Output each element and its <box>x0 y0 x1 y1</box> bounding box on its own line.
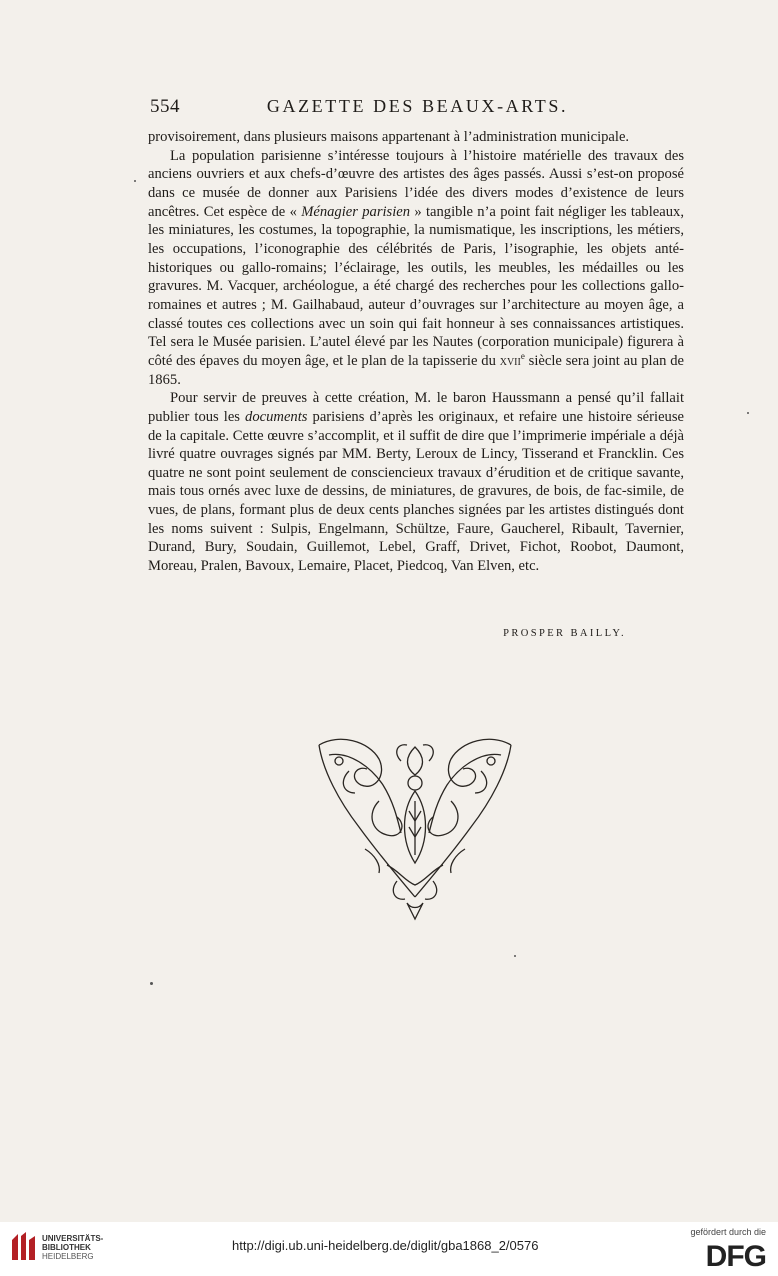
dfg-logo: DFG <box>705 1240 766 1273</box>
text-run: siècle sera joint au plan de 1865. <box>148 352 684 388</box>
scan-speck <box>514 955 516 957</box>
paragraph <box>148 389 684 576</box>
running-title: GAZETTE DES BEAUX-ARTS. <box>266 96 569 116</box>
text-run: Pour servir de preuves à cette création, M. le baron Haussmann a pensé qu’il fallait publier tous les <box>148 390 684 425</box>
italic-term: Ménagier parisien <box>301 203 411 220</box>
author-signature: PROSPER BAILLY. <box>503 628 626 639</box>
scan-speck <box>747 412 749 414</box>
university-seal-icon <box>8 1230 38 1264</box>
text-run: La population parisienne s’intéresse toujours à l’histoire matérielle des travaux des anciens ouvriers et aux chefs-d’œuvre des artistes des âges passés. Aussi s’est-on proposé dans ce musée de donner aux Parisiens l’idée des divers modes d’existence de leurs ancêtres. Cet espèce de « <box>148 147 684 220</box>
text-run: xvii <box>499 352 521 369</box>
library-line: BIBLIOTHEK <box>42 1243 91 1252</box>
text-run: e <box>520 351 525 362</box>
text-run: » tangible n’a point fait négliger les tableaux, les miniatures, les costumes, la topographie, la numismatique, les inscriptions, les métiers, les occupations, l’iconographie des célébrités de Paris, l’isographie, les objets anté-historiques ou gallo-romains; l’éclairage, les outils, les meubles, les médailles ou les gravures. M. Vacquer, archéologue, a été chargé des recherches pour les collections gallo-romaines et autres ; M. Gailhabaud, auteur d’ouvrages sur l’architecture au moyen âge, a classé toutes ces collections avec un soin qui fait honneur à ses connaissances artistiques. Tel sera le Musée parisien. L’autel élevé par les Nautes (corporation municipale) figurera à côté des épaves du moyen âge, et le plan de la tapisserie du <box>148 203 684 369</box>
permalink[interactable]: http://digi.ub.uni-heidelberg.de/diglit/gba1868_2/0576 <box>232 1238 539 1253</box>
paragraph <box>148 128 684 147</box>
text-run: parisiens d’après les originaux, et refaire une histoire sérieuse de la capitale. Cette œuvre s’accomplit, et il suffit de dire que l’imprimerie impériale a déjà livré quatre ouvrages signés par MM. Berty, Leroux de Lincy, Tisserand et Francklin. Ces quatre ne sont point seulement de consciencieux travaux d’érudition et de critique savante, mais tous ornés avec luxe de dessins, de miniatures, de gravures, de bois, de fac-simile, de vues, de plans, formant plus de deux cents planches signées par les artistes distingués dont les noms suivent : Sulpis, Engelmann, Schültze, Faure, Gaucherel, Ribault, Tavernier, Durand, Bury, Soudain, Guillemot, Lebel, Graff, Drivet, Fichot, Roobot, Daumont, Moreau, Pralen, Bavoux, Lemaire, Placet, Piedcoq, Van Elven, etc. <box>148 408 684 575</box>
sponsor-caption: gefördert durch die <box>690 1227 766 1237</box>
digitization-footer <box>0 1222 778 1276</box>
page-number: 554 <box>150 96 180 117</box>
scan-speck <box>134 180 136 182</box>
library-line: UNIVERSITÄTS- <box>42 1234 104 1243</box>
text-run: provisoirement, dans plusieurs maisons appartenant à l’administration municipale. <box>148 129 630 145</box>
scan-speck <box>150 982 153 985</box>
library-name <box>42 1234 103 1261</box>
page-header <box>150 96 685 122</box>
article-body <box>148 128 684 576</box>
italic-term: documents <box>245 408 308 425</box>
paragraph <box>148 147 684 390</box>
library-line: HEIDELBERG <box>42 1252 94 1261</box>
floral-ornament-icon <box>309 731 521 927</box>
